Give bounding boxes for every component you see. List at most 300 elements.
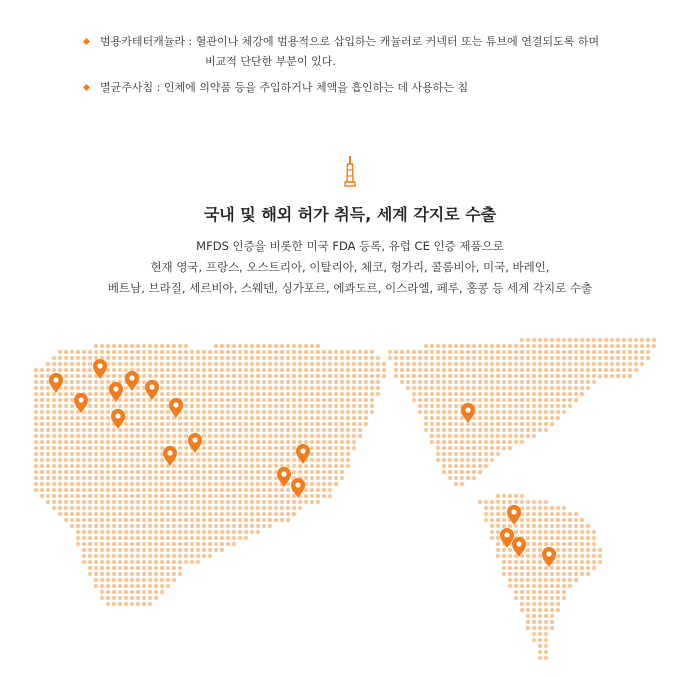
- map-dot: [262, 434, 266, 438]
- map-dot: [130, 596, 134, 600]
- map-dot: [256, 464, 260, 468]
- map-dot: [154, 398, 158, 402]
- map-dot: [142, 350, 146, 354]
- map-dot: [214, 476, 218, 480]
- map-dot: [496, 362, 500, 366]
- map-dot: [88, 536, 92, 540]
- map-dot: [538, 524, 542, 528]
- map-dot: [58, 356, 62, 360]
- map-dot: [142, 554, 146, 558]
- map-dot: [538, 398, 542, 402]
- map-dot: [94, 566, 98, 570]
- map-dot: [586, 386, 590, 390]
- map-dot: [490, 422, 494, 426]
- map-dot: [346, 404, 350, 408]
- map-dot: [328, 458, 332, 462]
- map-dot: [292, 458, 296, 462]
- map-dot: [340, 392, 344, 396]
- map-dot: [106, 356, 110, 360]
- map-dot: [568, 380, 572, 384]
- map-dot: [118, 428, 122, 432]
- map-dot: [568, 560, 572, 564]
- map-dot: [154, 404, 158, 408]
- map-dot: [592, 542, 596, 546]
- map-dot: [310, 350, 314, 354]
- map-dot: [250, 392, 254, 396]
- map-dot: [220, 464, 224, 468]
- map-dot: [430, 422, 434, 426]
- map-dot: [82, 506, 86, 510]
- map-dot: [574, 368, 578, 372]
- map-dot: [322, 458, 326, 462]
- map-dot: [40, 488, 44, 492]
- map-dot: [136, 362, 140, 366]
- map-dot: [418, 356, 422, 360]
- map-dot: [46, 428, 50, 432]
- map-dot: [544, 650, 548, 654]
- map-dot: [172, 500, 176, 504]
- map-dot: [136, 536, 140, 540]
- map-dot: [124, 482, 128, 486]
- map-dot: [538, 368, 542, 372]
- map-dot: [346, 356, 350, 360]
- map-dot: [478, 416, 482, 420]
- map-dot: [280, 350, 284, 354]
- map-dot: [166, 500, 170, 504]
- map-dot: [610, 356, 614, 360]
- map-dot: [556, 578, 560, 582]
- map-dot: [436, 404, 440, 408]
- map-dot: [544, 578, 548, 582]
- map-dot: [190, 386, 194, 390]
- map-dot: [214, 494, 218, 498]
- map-dot: [454, 344, 458, 348]
- map-dot: [430, 344, 434, 348]
- map-dot: [106, 518, 110, 522]
- map-dot: [220, 422, 224, 426]
- map-dot: [190, 506, 194, 510]
- map-dot: [250, 518, 254, 522]
- map-dot: [520, 362, 524, 366]
- map-dot: [334, 380, 338, 384]
- map-dot: [232, 482, 236, 486]
- map-dot: [634, 338, 638, 342]
- map-dot: [124, 458, 128, 462]
- map-dot: [178, 422, 182, 426]
- map-dot: [130, 602, 134, 606]
- map-dot: [172, 548, 176, 552]
- map-dot: [280, 398, 284, 402]
- map-dot: [106, 500, 110, 504]
- map-dot: [430, 386, 434, 390]
- map-dot: [148, 518, 152, 522]
- map-dot: [430, 362, 434, 366]
- map-dot: [364, 374, 368, 378]
- map-dot: [220, 488, 224, 492]
- map-dot: [538, 638, 542, 642]
- map-dot: [526, 560, 530, 564]
- map-dot: [436, 386, 440, 390]
- map-dot: [214, 506, 218, 510]
- map-dot: [280, 362, 284, 366]
- map-dot: [238, 350, 242, 354]
- map-dot: [82, 440, 86, 444]
- map-dot: [40, 404, 44, 408]
- map-dot: [52, 362, 56, 366]
- map-dot: [430, 392, 434, 396]
- map-dot: [262, 350, 266, 354]
- map-dot: [196, 350, 200, 354]
- map-dot: [496, 428, 500, 432]
- map-dot: [154, 362, 158, 366]
- map-dot: [514, 398, 518, 402]
- map-dot: [166, 380, 170, 384]
- map-dot: [520, 416, 524, 420]
- map-dot: [340, 368, 344, 372]
- map-dot: [130, 500, 134, 504]
- map-dot: [508, 578, 512, 582]
- map-dot: [184, 488, 188, 492]
- map-dot: [556, 368, 560, 372]
- map-dot: [154, 500, 158, 504]
- map-dot: [316, 410, 320, 414]
- map-dot: [358, 428, 362, 432]
- map-dot: [580, 380, 584, 384]
- map-dot: [526, 566, 530, 570]
- map-dot: [232, 398, 236, 402]
- map-dot: [310, 344, 314, 348]
- map-dot: [112, 452, 116, 456]
- map-dot: [226, 374, 230, 378]
- map-dot: [286, 368, 290, 372]
- map-dot: [490, 434, 494, 438]
- map-dot: [604, 356, 608, 360]
- map-dot: [34, 404, 38, 408]
- map-dot: [430, 410, 434, 414]
- map-dot: [184, 350, 188, 354]
- map-dot: [346, 374, 350, 378]
- map-dot: [298, 416, 302, 420]
- map-dot: [328, 446, 332, 450]
- map-dot: [154, 482, 158, 486]
- map-dot: [550, 584, 554, 588]
- map-dot: [124, 554, 128, 558]
- map-dot: [106, 560, 110, 564]
- map-dot: [64, 416, 68, 420]
- map-dot: [346, 362, 350, 366]
- map-dot: [232, 542, 236, 546]
- map-dot: [136, 404, 140, 408]
- map-dot: [568, 542, 572, 546]
- map-dot: [586, 374, 590, 378]
- map-dot: [538, 410, 542, 414]
- map-dot: [100, 536, 104, 540]
- map-dot: [214, 464, 218, 468]
- map-dot: [250, 422, 254, 426]
- map-dot: [370, 380, 374, 384]
- map-dot: [466, 362, 470, 366]
- map-dot: [154, 536, 158, 540]
- map-dot: [454, 422, 458, 426]
- map-dot: [166, 392, 170, 396]
- map-dot: [58, 512, 62, 516]
- map-dot: [268, 506, 272, 510]
- map-dot: [268, 512, 272, 516]
- map-dot: [88, 548, 92, 552]
- map-dot: [562, 542, 566, 546]
- map-dot: [610, 338, 614, 342]
- map-dot: [556, 416, 560, 420]
- map-dot: [592, 560, 596, 564]
- map-dot: [46, 494, 50, 498]
- map-dot: [256, 434, 260, 438]
- map-dot: [94, 482, 98, 486]
- map-dot: [220, 434, 224, 438]
- map-dot: [316, 470, 320, 474]
- map-dot: [256, 422, 260, 426]
- map-dot: [292, 416, 296, 420]
- map-dot: [106, 404, 110, 408]
- map-dot: [250, 356, 254, 360]
- map-dot: [526, 620, 530, 624]
- map-dot: [76, 362, 80, 366]
- map-dot: [562, 338, 566, 342]
- map-dot: [160, 410, 164, 414]
- map-dot: [178, 536, 182, 540]
- map-dot: [580, 386, 584, 390]
- map-dot: [592, 536, 596, 540]
- map-dot: [118, 470, 122, 474]
- map-dot: [196, 560, 200, 564]
- map-dot: [64, 476, 68, 480]
- map-dot: [124, 584, 128, 588]
- map-dot: [472, 452, 476, 456]
- map-dot: [412, 368, 416, 372]
- map-dot: [280, 506, 284, 510]
- map-dot: [226, 440, 230, 444]
- map-dot: [340, 380, 344, 384]
- map-dot: [286, 410, 290, 414]
- map-dot: [34, 428, 38, 432]
- map-dot: [148, 536, 152, 540]
- map-dot: [370, 362, 374, 366]
- map-dot: [238, 356, 242, 360]
- map-dot: [310, 404, 314, 408]
- map-dot: [124, 488, 128, 492]
- map-dot: [220, 356, 224, 360]
- map-dot: [442, 422, 446, 426]
- map-dot: [436, 344, 440, 348]
- map-dot: [34, 482, 38, 486]
- map-dot: [358, 386, 362, 390]
- map-dot: [160, 590, 164, 594]
- map-dot: [232, 518, 236, 522]
- map-dot: [460, 392, 464, 396]
- map-dot: [184, 380, 188, 384]
- map-dot: [526, 554, 530, 558]
- map-dot: [292, 410, 296, 414]
- map-dot: [88, 422, 92, 426]
- map-dot: [430, 350, 434, 354]
- map-dot: [550, 590, 554, 594]
- map-dot: [106, 524, 110, 528]
- map-dot: [112, 590, 116, 594]
- map-dot: [214, 542, 218, 546]
- map-dot: [34, 380, 38, 384]
- map-dot: [424, 404, 428, 408]
- map-dot: [346, 410, 350, 414]
- map-dot: [280, 512, 284, 516]
- map-dot: [448, 392, 452, 396]
- map-dot: [190, 350, 194, 354]
- map-dot: [292, 446, 296, 450]
- map-dot: [70, 500, 74, 504]
- map-dot: [310, 488, 314, 492]
- map-dot: [448, 410, 452, 414]
- map-dot: [196, 452, 200, 456]
- map-dot: [88, 482, 92, 486]
- map-dot: [646, 350, 650, 354]
- map-dot: [454, 458, 458, 462]
- map-dot: [418, 374, 422, 378]
- map-dot: [334, 410, 338, 414]
- map-dot: [64, 452, 68, 456]
- map-dot: [160, 524, 164, 528]
- map-dot: [154, 524, 158, 528]
- map-dot: [268, 422, 272, 426]
- map-dot: [484, 392, 488, 396]
- map-dot: [202, 422, 206, 426]
- map-dot: [220, 470, 224, 474]
- map-dot: [484, 440, 488, 444]
- map-dot: [508, 356, 512, 360]
- map-dot: [214, 536, 218, 540]
- map-dot: [250, 470, 254, 474]
- map-dot: [424, 344, 428, 348]
- map-dot: [496, 500, 500, 504]
- map-dot: [562, 524, 566, 528]
- map-dot: [238, 416, 242, 420]
- map-dot: [250, 446, 254, 450]
- map-dot: [520, 392, 524, 396]
- map-dot: [358, 368, 362, 372]
- map-dot: [562, 548, 566, 552]
- map-dot: [124, 518, 128, 522]
- map-dot: [526, 536, 530, 540]
- map-dot: [136, 542, 140, 546]
- map-dot: [472, 458, 476, 462]
- map-dot: [208, 512, 212, 516]
- map-dot: [112, 548, 116, 552]
- map-dot: [112, 506, 116, 510]
- map-dot: [136, 416, 140, 420]
- map-dot: [118, 344, 122, 348]
- map-dot: [154, 530, 158, 534]
- map-dot: [502, 416, 506, 420]
- map-dot: [496, 542, 500, 546]
- map-dot: [436, 458, 440, 462]
- map-dot: [298, 362, 302, 366]
- map-dot: [376, 374, 380, 378]
- map-dot: [226, 512, 230, 516]
- map-dot: [304, 410, 308, 414]
- map-dot: [478, 428, 482, 432]
- map-dot: [70, 434, 74, 438]
- map-dot: [454, 410, 458, 414]
- map-dot: [142, 512, 146, 516]
- map-dot: [502, 440, 506, 444]
- map-dot: [202, 494, 206, 498]
- map-dot: [226, 446, 230, 450]
- map-dot: [370, 350, 374, 354]
- map-dot: [418, 350, 422, 354]
- map-dot: [292, 452, 296, 456]
- map-dot: [538, 404, 542, 408]
- map-dot: [256, 416, 260, 420]
- map-dot: [340, 356, 344, 360]
- map-dot: [262, 440, 266, 444]
- map-dot: [136, 590, 140, 594]
- map-dot: [94, 464, 98, 468]
- map-dot: [232, 410, 236, 414]
- map-dot: [568, 536, 572, 540]
- map-dot: [172, 542, 176, 546]
- map-dot: [544, 536, 548, 540]
- map-dot: [274, 464, 278, 468]
- map-pin-icon: [145, 380, 159, 400]
- map-dot: [100, 530, 104, 534]
- map-dot: [100, 392, 104, 396]
- map-dot: [526, 428, 530, 432]
- map-dot: [64, 464, 68, 468]
- map-dot: [172, 380, 176, 384]
- map-dot: [46, 440, 50, 444]
- map-dot: [52, 494, 56, 498]
- map-dot: [100, 572, 104, 576]
- map-dot: [538, 422, 542, 426]
- map-dot: [562, 578, 566, 582]
- map-dot: [358, 398, 362, 402]
- map-dot: [436, 410, 440, 414]
- map-dot: [532, 386, 536, 390]
- map-dot: [244, 446, 248, 450]
- map-dot: [112, 578, 116, 582]
- map-dot: [484, 386, 488, 390]
- map-dot: [610, 350, 614, 354]
- map-dot: [190, 356, 194, 360]
- map-dot: [496, 518, 500, 522]
- map-dot: [226, 386, 230, 390]
- map-dot: [256, 512, 260, 516]
- map-dot: [112, 368, 116, 372]
- map-dot: [532, 380, 536, 384]
- map-dot: [304, 374, 308, 378]
- map-dot: [52, 356, 56, 360]
- map-dot: [274, 422, 278, 426]
- map-dot: [442, 428, 446, 432]
- map-dot: [508, 446, 512, 450]
- map-dot: [226, 542, 230, 546]
- map-dot: [76, 386, 80, 390]
- map-dot: [478, 464, 482, 468]
- map-dot: [70, 356, 74, 360]
- map-dot: [520, 410, 524, 414]
- map-dot: [460, 356, 464, 360]
- map-dot: [550, 542, 554, 546]
- map-dot: [184, 344, 188, 348]
- map-dot: [118, 530, 122, 534]
- map-dot: [142, 368, 146, 372]
